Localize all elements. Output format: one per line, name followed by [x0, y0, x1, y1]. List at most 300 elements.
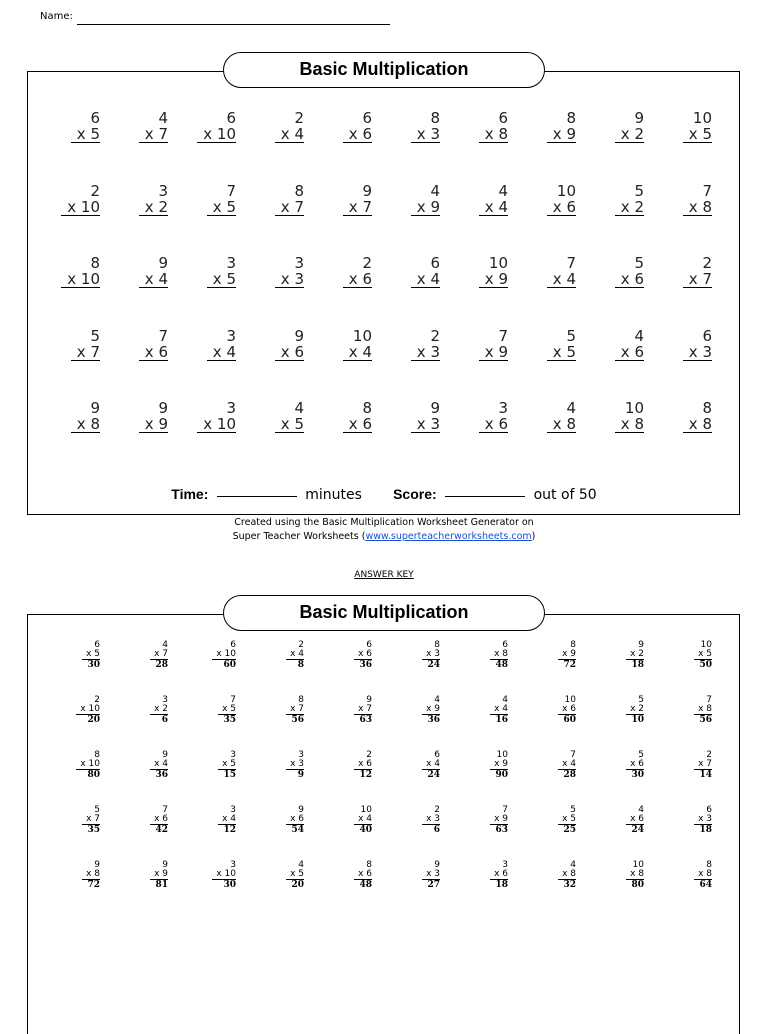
answer-problem — [272, 751, 304, 780]
problem-top-number: 8 — [362, 399, 372, 417]
answer-top-number: 10 — [700, 640, 712, 650]
problem-bottom-number: x 7 — [683, 271, 712, 288]
answer-bottom-row — [204, 815, 236, 825]
answer-value: 10 — [631, 715, 644, 725]
answer-top-number: 6 — [366, 640, 372, 650]
answer-bottom-number: x 6 — [354, 650, 372, 660]
problem-top-number: 9 — [634, 109, 644, 127]
answer-value: 16 — [495, 715, 508, 725]
answer-bottom-number: x 7 — [354, 705, 372, 715]
answer-top-number: 4 — [434, 695, 440, 705]
answer-top-number: 10 — [496, 750, 508, 760]
answer-bottom-row — [612, 705, 644, 715]
answer-top-number: 3 — [230, 860, 236, 870]
answer-bottom-number: x 9 — [150, 870, 168, 880]
problem-bottom-number: x 2 — [615, 126, 644, 143]
answer-bottom-row — [408, 760, 440, 770]
problem-top-number: 7 — [498, 327, 508, 345]
answer-bottom-number: x 6 — [558, 705, 576, 715]
problem-bottom-row — [662, 344, 712, 361]
answer-problem — [408, 696, 440, 725]
answer-bottom-row — [272, 705, 304, 715]
answer-value: 20 — [291, 880, 304, 890]
problem-top-number: 4 — [566, 399, 576, 417]
answer-value: 35 — [87, 825, 100, 835]
score-label: Score: — [393, 486, 437, 502]
problem — [458, 255, 508, 288]
problem-bottom-number: x 3 — [275, 271, 304, 288]
problem — [594, 110, 644, 143]
problem-bottom-row — [322, 344, 372, 361]
problem — [118, 400, 168, 433]
problem-bottom-row — [186, 416, 236, 433]
answer-value: 30 — [223, 880, 236, 890]
problem-top-number: 10 — [692, 109, 712, 127]
problem-bottom-row — [254, 416, 304, 433]
credit-link[interactable]: www.superteacherworksheets.com — [365, 531, 532, 542]
answer-bottom-number: x 8 — [82, 870, 100, 880]
problem — [390, 328, 440, 361]
answer-problem — [476, 696, 508, 725]
problem — [50, 110, 100, 143]
time-blank[interactable] — [217, 496, 297, 497]
problem-bottom-row — [526, 344, 576, 361]
problem-bottom-number: x 2 — [139, 199, 168, 216]
answer-problem — [476, 751, 508, 780]
problem-bottom-row — [118, 416, 168, 433]
problem — [594, 183, 644, 216]
answer-key-label: ANSWER KEY — [354, 570, 414, 580]
problem-bottom-number: x 5 — [275, 416, 304, 433]
answer-problem — [272, 806, 304, 835]
problem-bottom-number: x 7 — [139, 126, 168, 143]
worksheet-title: Basic Multiplication — [223, 52, 545, 88]
problem-bottom-row — [186, 199, 236, 216]
answer-bottom-number: x 8 — [694, 705, 712, 715]
problem — [50, 328, 100, 361]
answer-top-number: 9 — [366, 695, 372, 705]
answer-bottom-row — [680, 815, 712, 825]
problem-bottom-row — [594, 199, 644, 216]
problem-top-number: 8 — [294, 182, 304, 200]
problem-bottom-row — [118, 199, 168, 216]
answer-bottom-row — [136, 815, 168, 825]
answer-bottom-row — [68, 650, 100, 660]
problem — [458, 328, 508, 361]
problem-top-number: 3 — [498, 399, 508, 417]
problem-bottom-number: x 8 — [683, 199, 712, 216]
answer-bottom-row — [272, 760, 304, 770]
answer-top-number: 3 — [298, 750, 304, 760]
problem-bottom-number: x 6 — [343, 271, 372, 288]
answer-value: 64 — [699, 880, 712, 890]
problem-top-number: 6 — [226, 109, 236, 127]
problem — [526, 400, 576, 433]
answer-top-number: 9 — [94, 860, 100, 870]
answer-bottom-row — [136, 870, 168, 880]
problem-bottom-number: x 9 — [139, 416, 168, 433]
problem — [390, 110, 440, 143]
answer-value: 60 — [223, 660, 236, 670]
answer-top-number: 8 — [434, 640, 440, 650]
answer-bottom-row — [408, 870, 440, 880]
problem-bottom-number: x 3 — [411, 344, 440, 361]
answer-top-number: 4 — [638, 805, 644, 815]
score-blank[interactable] — [445, 496, 525, 497]
problem-bottom-row — [458, 344, 508, 361]
answer-problem — [680, 861, 712, 890]
problem-bottom-row — [662, 416, 712, 433]
problem — [254, 400, 304, 433]
answer-bottom-row — [612, 650, 644, 660]
problem — [118, 328, 168, 361]
answer-bottom-number: x 6 — [626, 815, 644, 825]
answer-problem — [476, 641, 508, 670]
answer-problem — [476, 806, 508, 835]
answer-top-number: 5 — [638, 750, 644, 760]
problem-bottom-number: x 5 — [683, 126, 712, 143]
problem-bottom-row — [50, 126, 100, 143]
answer-bottom-number: x 8 — [694, 870, 712, 880]
problem-top-number: 6 — [430, 254, 440, 272]
problem-top-number: 6 — [90, 109, 100, 127]
answer-top-number: 4 — [298, 860, 304, 870]
answer-top-number: 6 — [502, 640, 508, 650]
problem — [526, 183, 576, 216]
problem — [662, 328, 712, 361]
problem-bottom-row — [322, 199, 372, 216]
problem — [322, 400, 372, 433]
problem-bottom-number: x 4 — [479, 199, 508, 216]
problem-bottom-row — [186, 126, 236, 143]
answer-bottom-row — [680, 650, 712, 660]
answer-bottom-row — [544, 760, 576, 770]
answer-bottom-number: x 7 — [150, 650, 168, 660]
problem-top-number: 4 — [294, 399, 304, 417]
time-label: Time: — [171, 486, 209, 502]
answer-top-number: 8 — [706, 860, 712, 870]
answer-problem — [272, 641, 304, 670]
answer-problem — [340, 861, 372, 890]
answer-bottom-number: x 5 — [558, 815, 576, 825]
answer-bottom-number: x 3 — [286, 760, 304, 770]
problem — [118, 110, 168, 143]
answer-top-number: 6 — [94, 640, 100, 650]
answer-bottom-number: x 5 — [82, 650, 100, 660]
answer-bottom-row — [204, 870, 236, 880]
answer-bottom-row — [272, 870, 304, 880]
problem-bottom-number: x 4 — [139, 271, 168, 288]
answer-bottom-row — [408, 705, 440, 715]
problem-top-number: 8 — [566, 109, 576, 127]
problem-bottom-number: x 10 — [61, 271, 100, 288]
problem — [254, 183, 304, 216]
answer-value: 18 — [495, 880, 508, 890]
answer-problem — [136, 696, 168, 725]
answer-top-number: 7 — [502, 805, 508, 815]
problem-bottom-number: x 8 — [683, 416, 712, 433]
problem-top-number: 2 — [362, 254, 372, 272]
problem-top-number: 8 — [702, 399, 712, 417]
answer-problem — [136, 861, 168, 890]
answer-top-number: 9 — [298, 805, 304, 815]
problem — [186, 183, 236, 216]
problem-bottom-number: x 6 — [343, 126, 372, 143]
name-line[interactable] — [77, 24, 390, 25]
answer-problem — [204, 641, 236, 670]
problem-bottom-row — [662, 199, 712, 216]
answer-bottom-row — [204, 705, 236, 715]
answer-bottom-number: x 4 — [422, 760, 440, 770]
answer-top-number: 7 — [570, 750, 576, 760]
answer-problem — [136, 751, 168, 780]
answer-value: 30 — [631, 770, 644, 780]
problem — [662, 110, 712, 143]
answer-value: 24 — [427, 770, 440, 780]
problem — [662, 400, 712, 433]
answer-bottom-number: x 6 — [626, 760, 644, 770]
answer-bottom-row — [680, 870, 712, 880]
answer-bottom-row — [340, 870, 372, 880]
answer-bottom-number: x 6 — [354, 760, 372, 770]
problem-top-number: 7 — [702, 182, 712, 200]
answer-bottom-row — [612, 760, 644, 770]
answer-value: 28 — [563, 770, 576, 780]
problem-bottom-number: x 10 — [197, 126, 236, 143]
answer-bottom-row — [544, 705, 576, 715]
answer-top-number: 6 — [706, 805, 712, 815]
problem-bottom-number: x 7 — [71, 344, 100, 361]
answer-top-number: 8 — [94, 750, 100, 760]
answer-top-number: 4 — [570, 860, 576, 870]
problem — [458, 183, 508, 216]
answer-bottom-number: x 2 — [150, 705, 168, 715]
answer-top-number: 8 — [570, 640, 576, 650]
answer-top-number: 4 — [162, 640, 168, 650]
answer-problem — [68, 806, 100, 835]
answer-problem — [204, 861, 236, 890]
problem — [50, 183, 100, 216]
problem-top-number: 5 — [566, 327, 576, 345]
answer-bottom-row — [68, 870, 100, 880]
problem-bottom-number: x 4 — [207, 344, 236, 361]
problem-bottom-row — [322, 416, 372, 433]
answer-top-number: 2 — [706, 750, 712, 760]
answer-value: 72 — [563, 660, 576, 670]
problem-bottom-number: x 3 — [683, 344, 712, 361]
answer-top-number: 8 — [298, 695, 304, 705]
problem-bottom-row — [186, 271, 236, 288]
answer-value: 6 — [161, 715, 168, 725]
answer-top-number: 7 — [230, 695, 236, 705]
problem-bottom-number: x 8 — [479, 126, 508, 143]
answer-value: 56 — [291, 715, 304, 725]
answer-bottom-row — [476, 650, 508, 660]
answer-value: 28 — [155, 660, 168, 670]
answer-key-title: Basic Multiplication — [223, 595, 545, 631]
answer-bottom-number: x 8 — [626, 870, 644, 880]
answer-top-number: 9 — [434, 860, 440, 870]
answer-bottom-number: x 10 — [212, 650, 236, 660]
answer-top-number: 3 — [230, 750, 236, 760]
answer-bottom-number: x 4 — [354, 815, 372, 825]
problem-top-number: 3 — [226, 254, 236, 272]
answer-bottom-number: x 3 — [422, 650, 440, 660]
answer-problem — [272, 696, 304, 725]
answer-problem — [68, 861, 100, 890]
problem — [662, 255, 712, 288]
answer-bottom-number: x 10 — [76, 760, 100, 770]
problem-bottom-number: x 3 — [411, 126, 440, 143]
problem — [254, 255, 304, 288]
answer-problem — [68, 641, 100, 670]
answer-bottom-number: x 4 — [150, 760, 168, 770]
answer-bottom-row — [476, 760, 508, 770]
problem-top-number: 9 — [430, 399, 440, 417]
answer-problem — [408, 861, 440, 890]
problem-bottom-row — [390, 126, 440, 143]
answer-bottom-number: x 4 — [558, 760, 576, 770]
problem-bottom-row — [662, 126, 712, 143]
problem-bottom-number: x 3 — [411, 416, 440, 433]
answer-problem — [340, 696, 372, 725]
problem-bottom-number: x 6 — [547, 199, 576, 216]
problem-top-number: 9 — [362, 182, 372, 200]
problem-bottom-number: x 7 — [343, 199, 372, 216]
answer-top-number: 9 — [162, 750, 168, 760]
problem-top-number: 4 — [634, 327, 644, 345]
problem-bottom-row — [458, 416, 508, 433]
problem — [526, 110, 576, 143]
answer-bottom-row — [136, 705, 168, 715]
problem-bottom-row — [390, 344, 440, 361]
answer-problem — [340, 806, 372, 835]
answer-value: 36 — [359, 660, 372, 670]
answer-value: 36 — [155, 770, 168, 780]
problem — [458, 110, 508, 143]
answer-top-number: 5 — [638, 695, 644, 705]
answer-bottom-number: x 2 — [626, 705, 644, 715]
problem-bottom-row — [50, 271, 100, 288]
answer-bottom-row — [612, 815, 644, 825]
answer-bottom-row — [408, 815, 440, 825]
answer-bottom-number: x 7 — [82, 815, 100, 825]
problem-top-number: 3 — [294, 254, 304, 272]
problem-bottom-number: x 4 — [411, 271, 440, 288]
answer-bottom-number: x 5 — [286, 870, 304, 880]
problem-top-number: 3 — [226, 399, 236, 417]
answer-bottom-number: x 4 — [218, 815, 236, 825]
answer-top-number: 5 — [570, 805, 576, 815]
name-label: Name: — [40, 11, 73, 22]
answer-top-number: 6 — [434, 750, 440, 760]
answer-value: 54 — [291, 825, 304, 835]
answer-bottom-row — [340, 650, 372, 660]
answer-bottom-number: x 6 — [490, 870, 508, 880]
problem-top-number: 10 — [556, 182, 576, 200]
problem-top-number: 2 — [702, 254, 712, 272]
answer-problem — [612, 806, 644, 835]
problem-bottom-row — [322, 271, 372, 288]
problem-top-number: 3 — [158, 182, 168, 200]
answer-top-number: 7 — [706, 695, 712, 705]
problem-bottom-number: x 6 — [343, 416, 372, 433]
problem — [50, 400, 100, 433]
problem — [594, 255, 644, 288]
problem — [526, 328, 576, 361]
problem-bottom-number: x 9 — [479, 271, 508, 288]
answer-bottom-row — [68, 815, 100, 825]
answer-problem — [340, 751, 372, 780]
answer-bottom-number: x 10 — [76, 705, 100, 715]
answer-problem — [204, 751, 236, 780]
answer-value: 15 — [223, 770, 236, 780]
problem-bottom-row — [50, 416, 100, 433]
problem-bottom-row — [458, 126, 508, 143]
problem-top-number: 7 — [566, 254, 576, 272]
answer-value: 48 — [359, 880, 372, 890]
problem-bottom-row — [254, 199, 304, 216]
answer-top-number: 3 — [502, 860, 508, 870]
answer-value: 12 — [223, 825, 236, 835]
problem-bottom-row — [254, 126, 304, 143]
problem-top-number: 9 — [158, 399, 168, 417]
answer-problem — [68, 696, 100, 725]
answer-value: 27 — [427, 880, 440, 890]
problem-bottom-number: x 2 — [615, 199, 644, 216]
problem — [50, 255, 100, 288]
answer-value: 60 — [563, 715, 576, 725]
answer-bottom-row — [544, 870, 576, 880]
problem-bottom-row — [118, 271, 168, 288]
answer-problem — [612, 641, 644, 670]
answer-problem — [204, 696, 236, 725]
problem-top-number: 6 — [362, 109, 372, 127]
problem-top-number: 4 — [430, 182, 440, 200]
problem — [322, 328, 372, 361]
problem-top-number: 3 — [226, 327, 236, 345]
problem — [118, 183, 168, 216]
answer-value: 63 — [495, 825, 508, 835]
problem-top-number: 9 — [90, 399, 100, 417]
answer-problem — [68, 751, 100, 780]
answer-bottom-number: x 5 — [218, 705, 236, 715]
answer-value: 8 — [297, 660, 304, 670]
problem-top-number: 10 — [352, 327, 372, 345]
answer-value: 35 — [223, 715, 236, 725]
problem-bottom-row — [526, 416, 576, 433]
problem-top-number: 4 — [498, 182, 508, 200]
answer-problem — [612, 861, 644, 890]
answer-bottom-number: x 9 — [558, 650, 576, 660]
problem-bottom-row — [662, 271, 712, 288]
answer-value: 81 — [155, 880, 168, 890]
answer-bottom-number: x 3 — [694, 815, 712, 825]
answer-value: 80 — [631, 880, 644, 890]
problem-bottom-number: x 6 — [615, 344, 644, 361]
answer-value: 24 — [427, 660, 440, 670]
answer-bottom-row — [680, 705, 712, 715]
problem — [526, 255, 576, 288]
problem-top-number: 9 — [158, 254, 168, 272]
problem — [458, 400, 508, 433]
answer-value: 42 — [155, 825, 168, 835]
problem-bottom-row — [390, 416, 440, 433]
answer-problem — [612, 751, 644, 780]
answer-top-number: 10 — [360, 805, 372, 815]
answer-bottom-row — [544, 815, 576, 825]
problem-bottom-number: x 9 — [547, 126, 576, 143]
